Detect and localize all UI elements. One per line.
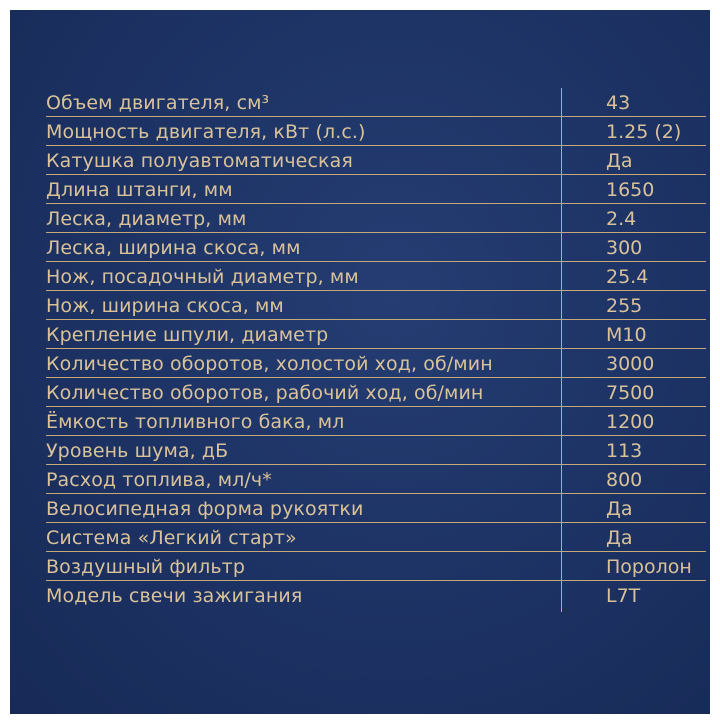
spec-label: Катушка полуавтоматическая (46, 150, 353, 172)
spec-value: Да (606, 498, 633, 520)
table-row (46, 494, 706, 523)
spec-label: Объем двигателя, см³ (46, 92, 270, 114)
spec-value: 113 (606, 440, 643, 462)
spec-value: 800 (606, 469, 643, 491)
table-row (46, 465, 706, 494)
table-row (46, 88, 706, 117)
spec-value: 3000 (606, 353, 655, 375)
table-row (46, 523, 706, 552)
spec-label: Модель свечи зажигания (46, 585, 303, 607)
spec-label: Крепление шпули, диаметр (46, 324, 329, 346)
table-row (46, 291, 706, 320)
column-divider (561, 88, 562, 612)
spec-value: 1650 (606, 179, 655, 201)
table-row (46, 146, 706, 175)
table-row (46, 204, 706, 233)
spec-value: 1.25 (2) (606, 121, 682, 143)
spec-label: Велосипедная форма рукоятки (46, 498, 364, 520)
table-row (46, 581, 706, 607)
spec-value: 300 (606, 237, 643, 259)
spec-panel (10, 10, 710, 714)
spec-value: Да (606, 527, 633, 549)
spec-value: 1200 (606, 411, 655, 433)
spec-label: Расход топлива, мл/ч* (46, 469, 272, 491)
spec-label: Воздушный фильтр (46, 556, 246, 578)
table-row (46, 175, 706, 204)
table-row (46, 378, 706, 407)
spec-label: Количество оборотов, рабочий ход, об/мин (46, 382, 484, 404)
spec-value: Поролон (606, 556, 692, 578)
spec-label: Система «Легкий старт» (46, 527, 297, 549)
table-row (46, 117, 706, 146)
spec-label: Уровень шума, дБ (46, 440, 229, 462)
table-row (46, 349, 706, 378)
spec-label: Леска, диаметр, мм (46, 208, 247, 230)
spec-value: М10 (606, 324, 647, 346)
spec-value: 255 (606, 295, 643, 317)
spec-label: Нож, посадочный диаметр, мм (46, 266, 359, 288)
table-row (46, 407, 706, 436)
spec-label: Леска, ширина скоса, мм (46, 237, 301, 259)
spec-label: Количество оборотов, холостой ход, об/мин (46, 353, 493, 375)
spec-value: 25.4 (606, 266, 649, 288)
table-row (46, 262, 706, 291)
spec-label: Мощность двигателя, кВт (л.с.) (46, 121, 366, 143)
spec-label: Длина штанги, мм (46, 179, 233, 201)
spec-value: L7T (606, 585, 641, 607)
table-row (46, 552, 706, 581)
spec-value: 7500 (606, 382, 655, 404)
spec-label: Ёмкость топливного бака, мл (46, 411, 345, 433)
table-row (46, 233, 706, 262)
spec-label: Нож, ширина скоса, мм (46, 295, 284, 317)
spec-value: Да (606, 150, 633, 172)
spec-table (46, 88, 706, 607)
spec-value: 2.4 (606, 208, 637, 230)
table-row (46, 436, 706, 465)
spec-value: 43 (606, 92, 631, 114)
table-row (46, 320, 706, 349)
